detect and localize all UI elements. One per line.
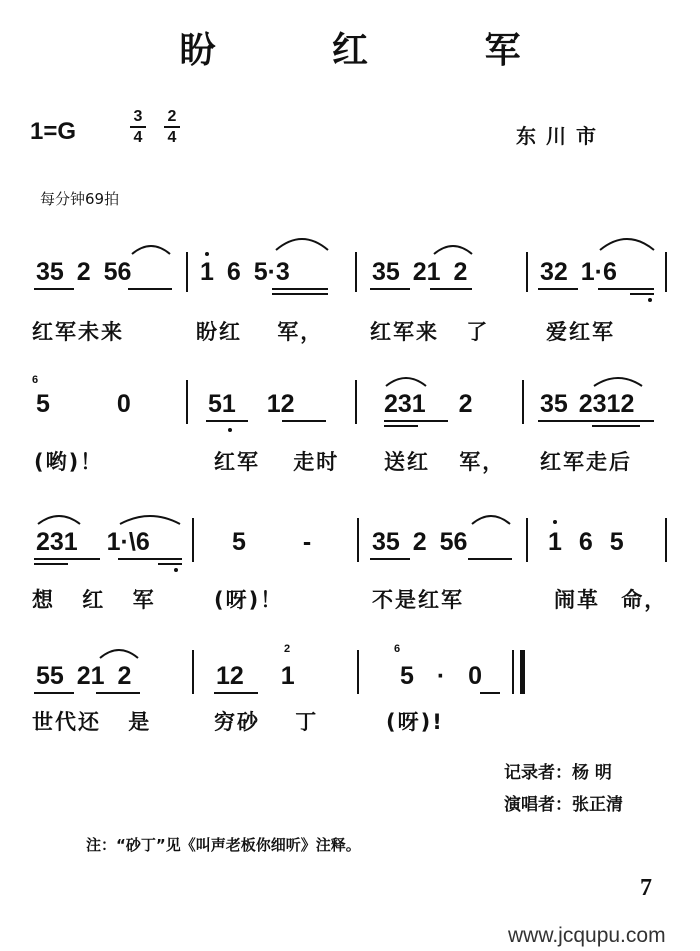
underline xyxy=(118,558,182,560)
underline xyxy=(538,288,578,290)
measure-notes: 5 0 xyxy=(36,390,131,418)
measure-notes: 5 - xyxy=(232,528,312,556)
lyric: 红军未来 xyxy=(32,320,124,344)
measure-notes: 231 1·\6 xyxy=(36,528,150,556)
singer-label: 演唱者： xyxy=(504,795,572,815)
octave-dot xyxy=(174,568,178,572)
underline xyxy=(370,558,410,560)
underline xyxy=(384,425,418,427)
measure-notes: 35 2 56 xyxy=(36,258,132,286)
lyric: (呀)! xyxy=(386,710,444,734)
slur xyxy=(98,646,140,660)
octave-dot xyxy=(205,252,209,256)
octave-dot xyxy=(648,298,652,302)
underline xyxy=(34,692,74,694)
lyric: 红军 走时 xyxy=(214,450,340,474)
measure-notes: 12 1 xyxy=(216,662,295,690)
underline xyxy=(480,692,500,694)
final-barline xyxy=(512,650,514,694)
measure-notes: 35 21 2 xyxy=(372,258,468,286)
underline xyxy=(282,420,326,422)
footnote: 注：“砂丁”见《叫声老板你细听》注释。 xyxy=(86,836,361,854)
barline xyxy=(192,650,194,694)
measure-notes: 1 6 5·3 xyxy=(200,258,290,286)
underline xyxy=(384,420,448,422)
underline xyxy=(34,288,74,290)
slur xyxy=(118,512,182,526)
lyric: (呀)！ xyxy=(214,588,284,612)
measure-notes: 51 12 xyxy=(208,390,295,418)
tempo-marking: 每分钟69拍 xyxy=(40,190,120,208)
lyric: 穷砂 丁 xyxy=(214,710,319,734)
measure-notes: 5 · 0 xyxy=(400,662,483,690)
key-signature: 1=G xyxy=(30,118,77,145)
recorder-name: 杨 明 xyxy=(572,763,612,783)
grace-note: 6 xyxy=(32,374,39,386)
barline xyxy=(526,518,528,562)
measure-notes: 35 2312 xyxy=(540,390,635,418)
underline xyxy=(538,420,654,422)
barline xyxy=(192,518,194,562)
region-label: 东川市 xyxy=(516,124,606,148)
lyric: 爱红军 xyxy=(546,320,615,344)
barline xyxy=(665,252,667,292)
underline xyxy=(592,425,640,427)
underline xyxy=(272,293,328,295)
barline xyxy=(522,380,524,424)
underline xyxy=(468,558,512,560)
slur xyxy=(384,374,428,388)
underline xyxy=(630,293,654,295)
barline xyxy=(355,380,357,424)
grace-note: 6 xyxy=(394,643,401,655)
watermark: www.jcqupu.com xyxy=(508,924,666,947)
credit-singer xyxy=(504,790,623,815)
lyric: 世代还 是 xyxy=(32,710,152,734)
underline xyxy=(370,288,410,290)
underline xyxy=(128,288,172,290)
slur xyxy=(592,374,644,388)
barline xyxy=(665,518,667,562)
measure-notes: 1 6 5 xyxy=(548,528,624,556)
time-signature-2-4: 2 4 xyxy=(164,108,180,146)
underline xyxy=(214,692,258,694)
lyric: 盼红 军， xyxy=(196,320,324,344)
barline xyxy=(355,252,357,292)
page-number: 7 xyxy=(640,875,652,901)
lyric: 想 红 军 xyxy=(32,588,156,612)
slur xyxy=(36,512,82,526)
slur xyxy=(130,242,172,256)
lyric: 不是红军 xyxy=(372,588,464,612)
slur xyxy=(470,512,512,526)
page-title: 盼 红 军 xyxy=(179,30,573,71)
underline xyxy=(272,288,328,290)
lyric: 红军走后 xyxy=(540,450,632,474)
slur xyxy=(598,234,656,252)
barline xyxy=(186,252,188,292)
barline xyxy=(357,518,359,562)
lyric: 送红 军， xyxy=(384,450,506,474)
barline xyxy=(526,252,528,292)
grace-note: 2 xyxy=(284,643,291,655)
credit-recorder xyxy=(504,758,612,783)
measure-notes: 55 21 2 xyxy=(36,662,132,690)
slur xyxy=(274,234,330,252)
underline xyxy=(206,420,248,422)
measure-notes: 231 2 xyxy=(384,390,473,418)
underline xyxy=(96,692,140,694)
barline xyxy=(357,650,359,694)
lyric: 红军来 了 xyxy=(370,320,490,344)
time-signature-3-4: 3 4 xyxy=(130,108,146,146)
underline xyxy=(34,563,68,565)
underline xyxy=(598,288,654,290)
slur xyxy=(432,242,474,256)
recorder-label: 记录者： xyxy=(504,763,572,783)
measure-notes: 35 2 56 xyxy=(372,528,468,556)
octave-dot xyxy=(553,520,557,524)
underline xyxy=(430,288,472,290)
underline xyxy=(158,563,182,565)
singer-name: 张正清 xyxy=(572,795,623,815)
underline xyxy=(34,558,100,560)
lyric: 闹革 命， xyxy=(554,588,668,612)
measure-notes: 32 1·6 xyxy=(540,258,617,286)
octave-dot xyxy=(228,428,232,432)
final-barline xyxy=(520,650,525,694)
barline xyxy=(186,380,188,424)
lyric: (哟)！ xyxy=(34,450,104,474)
